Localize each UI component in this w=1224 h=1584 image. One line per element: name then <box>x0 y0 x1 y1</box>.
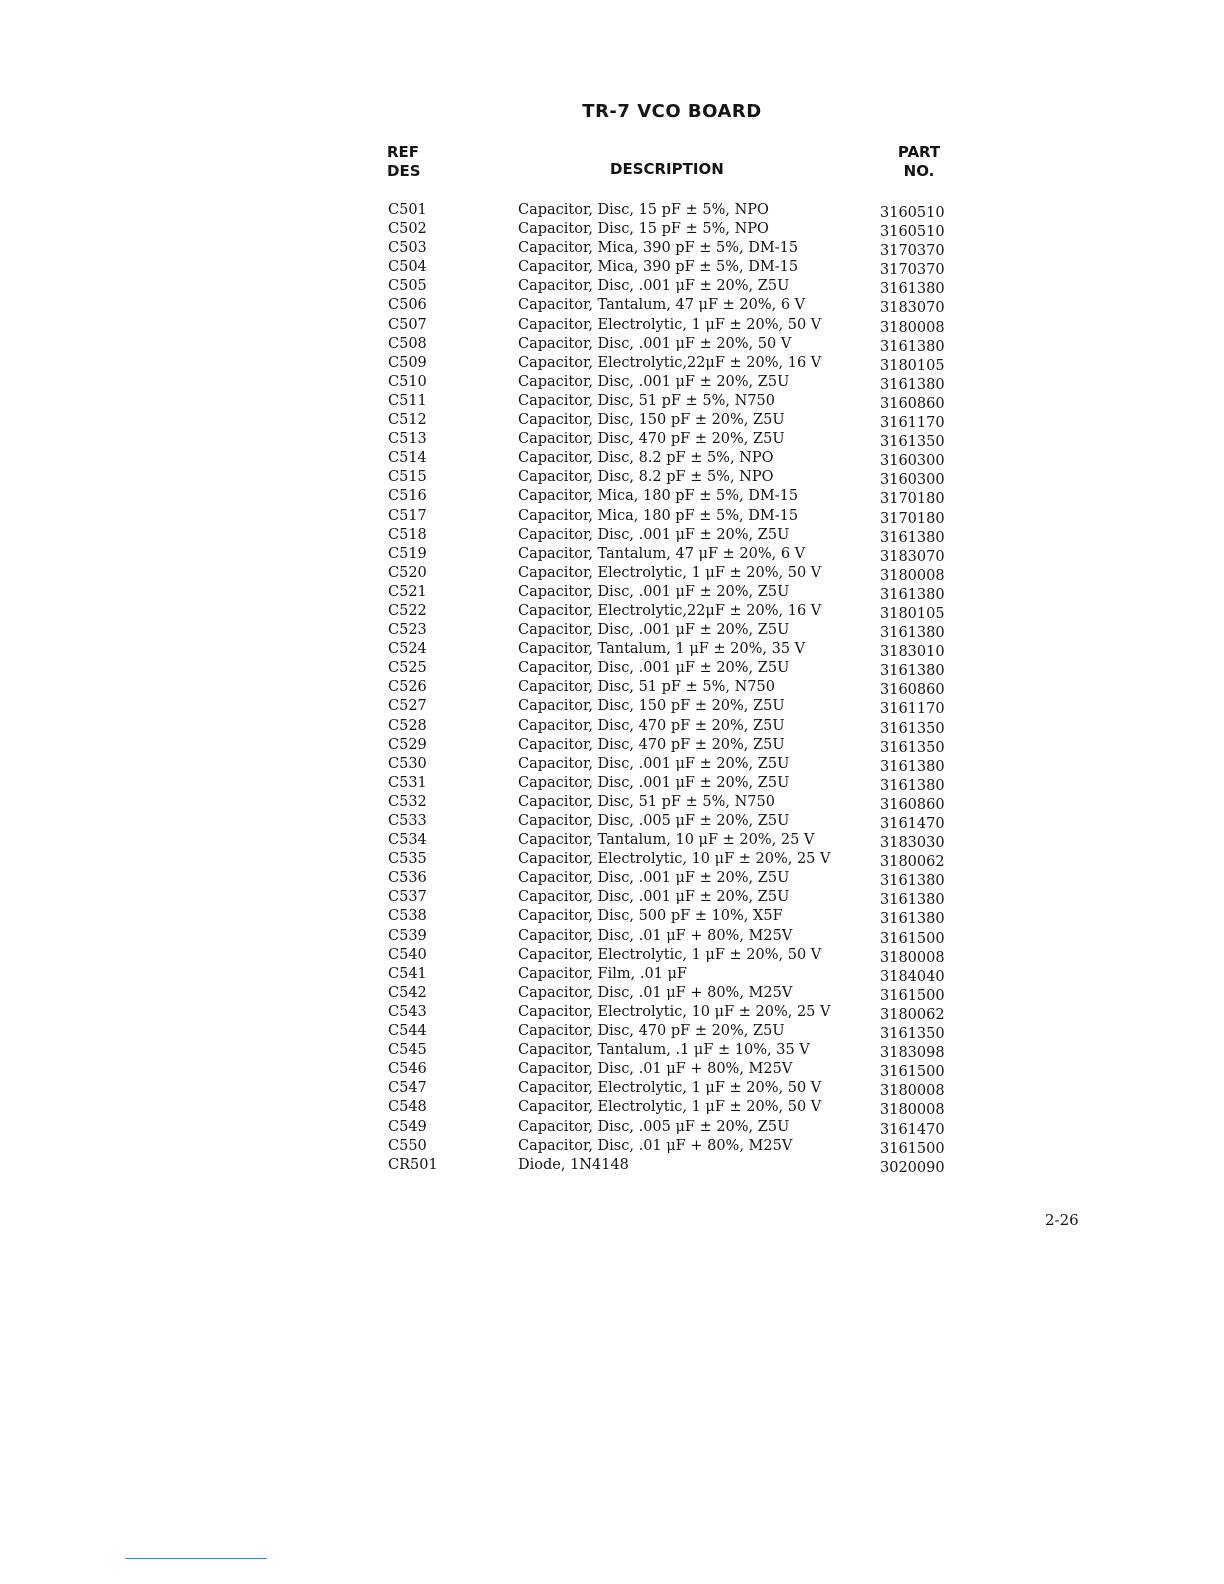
description-header: DESCRIPTION <box>610 160 724 178</box>
parts-row <box>388 1060 958 1079</box>
ref-designator: C532 <box>388 793 427 810</box>
part-description: Capacitor, Disc, .001 μF ± 20%, Z5U <box>518 583 790 600</box>
part-number: 3180008 <box>880 1102 945 1119</box>
ref-header-line1: REF <box>387 143 420 161</box>
part-description: Capacitor, Disc, 500 pF ± 10%, X5F <box>518 908 783 925</box>
parts-row <box>388 793 958 812</box>
parts-row <box>388 1079 958 1098</box>
ref-designator: C520 <box>388 564 427 581</box>
page-title: TR-7 VCO BOARD <box>582 101 762 122</box>
page-number: 2-26 <box>1045 1211 1079 1229</box>
part-description: Capacitor, Mica, 180 pF ± 5%, DM-15 <box>518 507 799 524</box>
parts-list <box>388 201 958 1175</box>
part-number: 3160510 <box>880 205 945 221</box>
ref-designator: CR501 <box>388 1156 438 1173</box>
part-number: 3161380 <box>880 376 945 393</box>
ref-designator: C513 <box>388 431 427 448</box>
ref-designator: C529 <box>388 736 427 753</box>
ref-designator: C544 <box>388 1023 427 1040</box>
parts-row <box>388 1003 958 1022</box>
parts-row <box>388 296 958 315</box>
ref-designator: C505 <box>388 278 427 295</box>
parts-row <box>388 487 958 506</box>
parts-row <box>388 640 958 659</box>
ref-designator: C512 <box>388 412 427 429</box>
part-description: Diode, 1N4148 <box>518 1156 629 1173</box>
part-description: Capacitor, Disc, .001 μF ± 20%, Z5U <box>518 774 790 791</box>
ref-designator: C550 <box>388 1137 427 1154</box>
part-description: Capacitor, Disc, .001 μF ± 20%, Z5U <box>518 870 790 887</box>
parts-row <box>388 354 958 373</box>
part-description: Capacitor, Electrolytic, 1 μF ± 20%, 50 V <box>518 316 822 333</box>
parts-row <box>388 335 958 354</box>
ref-designator: C542 <box>388 984 427 1001</box>
part-description: Capacitor, Disc, .001 μF ± 20%, Z5U <box>518 278 790 295</box>
part-description: Capacitor, Mica, 390 pF ± 5%, DM-15 <box>518 240 799 257</box>
part-header-line1: PART <box>897 143 941 161</box>
ref-designator: C502 <box>388 221 427 238</box>
part-description: Capacitor, Electrolytic, 1 μF ± 20%, 50 V <box>518 946 822 963</box>
part-description: Capacitor, Disc, .01 μF + 80%, M25V <box>518 984 793 1001</box>
ref-designator: C547 <box>388 1080 427 1097</box>
part-number: 3161350 <box>880 720 945 737</box>
parts-row <box>388 888 958 907</box>
parts-row <box>388 468 958 487</box>
part-description: Capacitor, Disc, .001 μF ± 20%, 50 V <box>518 335 792 352</box>
parts-row <box>388 449 958 468</box>
part-description: Capacitor, Disc, .001 μF ± 20%, Z5U <box>518 373 790 390</box>
parts-row <box>388 812 958 831</box>
part-description: Capacitor, Disc, 51 pF ± 5%, N750 <box>518 793 775 810</box>
ref-designator: C537 <box>388 889 427 906</box>
part-description: Capacitor, Disc, 51 pF ± 5%, N750 <box>518 392 775 409</box>
ref-designator: C508 <box>388 335 427 352</box>
part-description: Capacitor, Disc, .005 μF ± 20%, Z5U <box>518 1118 790 1135</box>
parts-row <box>388 736 958 755</box>
part-number: 3183098 <box>880 1045 945 1062</box>
ref-designator: C539 <box>388 927 427 944</box>
part-description: Capacitor, Disc, .001 μF ± 20%, Z5U <box>518 660 790 677</box>
part-description: Capacitor, Disc, 470 pF ± 20%, Z5U <box>518 431 785 448</box>
parts-row <box>388 373 958 392</box>
part-number: 3160300 <box>880 472 945 489</box>
part-number: 3170370 <box>880 262 945 279</box>
part-number: 3161170 <box>880 415 945 432</box>
ref-designator: C541 <box>388 965 427 982</box>
ref-designator: C511 <box>388 392 427 409</box>
part-number: 3161380 <box>880 911 945 928</box>
ref-designator: C516 <box>388 488 427 505</box>
parts-row <box>388 965 958 984</box>
part-description: Capacitor, Disc, 470 pF ± 20%, Z5U <box>518 1023 785 1040</box>
ref-designator: C506 <box>388 297 427 314</box>
ref-des-header <box>387 143 421 181</box>
part-description: Capacitor, Disc, 51 pF ± 5%, N750 <box>518 679 775 696</box>
part-number: 3160510 <box>880 224 945 241</box>
part-number: 3161500 <box>880 987 945 1004</box>
part-number: 3161470 <box>880 816 945 832</box>
part-number: 3184040 <box>880 968 945 985</box>
part-number: 3161170 <box>880 701 945 718</box>
ref-designator: C501 <box>388 202 427 218</box>
part-number: 3180062 <box>880 854 945 871</box>
part-number: 3160860 <box>880 395 945 412</box>
part-description: Capacitor, Disc, 15 pF ± 5%, NPO <box>518 202 769 218</box>
ref-header-line2: DES <box>387 162 421 180</box>
parts-row <box>388 946 958 965</box>
ref-designator: C519 <box>388 545 427 562</box>
part-description: Capacitor, Disc, .001 μF ± 20%, Z5U <box>518 889 790 906</box>
part-number: 3161380 <box>880 873 945 890</box>
part-description: Capacitor, Electrolytic, 1 μF ± 20%, 50 V <box>518 1080 822 1097</box>
parts-row <box>388 907 958 926</box>
parts-row <box>388 602 958 621</box>
footer-rule <box>125 1558 267 1559</box>
part-number: 3160860 <box>880 682 945 699</box>
ref-designator: C545 <box>388 1042 427 1059</box>
ref-designator: C548 <box>388 1099 427 1116</box>
ref-designator: C521 <box>388 583 427 600</box>
parts-row <box>388 774 958 793</box>
parts-row <box>388 258 958 277</box>
part-number: 3161380 <box>880 529 945 546</box>
ref-designator: C507 <box>388 316 427 333</box>
part-number: 3161380 <box>880 281 945 298</box>
ref-designator: C515 <box>388 469 427 486</box>
parts-row <box>388 1137 958 1156</box>
part-number: 3183030 <box>880 835 945 852</box>
ref-designator: C530 <box>388 755 427 772</box>
part-number: 3161380 <box>880 892 945 909</box>
parts-row <box>388 507 958 526</box>
parts-row <box>388 1041 958 1060</box>
part-description: Capacitor, Tantalum, 47 μF ± 20%, 6 V <box>518 297 806 314</box>
part-number: 3170370 <box>880 243 945 260</box>
part-number: 3180105 <box>880 357 945 374</box>
ref-designator: C522 <box>388 602 427 619</box>
part-header-line2: NO. <box>903 162 935 180</box>
ref-designator: C527 <box>388 698 427 715</box>
part-description: Capacitor, Tantalum, 47 μF ± 20%, 6 V <box>518 545 806 562</box>
parts-row <box>388 201 958 220</box>
part-description: Capacitor, Disc, .001 μF ± 20%, Z5U <box>518 622 790 639</box>
part-number: 3183070 <box>880 548 945 565</box>
ref-designator: C514 <box>388 450 427 467</box>
ref-designator: C533 <box>388 813 427 829</box>
parts-row <box>388 850 958 869</box>
part-description: Capacitor, Disc, .01 μF + 80%, M25V <box>518 1137 793 1154</box>
part-description: Capacitor, Tantalum, .1 μF ± 10%, 35 V <box>518 1042 810 1059</box>
part-description: Capacitor, Electrolytic,22μF ± 20%, 16 V <box>518 602 822 619</box>
parts-row <box>388 659 958 678</box>
part-description: Capacitor, Electrolytic, 1 μF ± 20%, 50 V <box>518 564 822 581</box>
part-description: Capacitor, Film, .01 μF <box>518 965 687 982</box>
parts-row <box>388 526 958 545</box>
part-description: Capacitor, Disc, 15 pF ± 5%, NPO <box>518 221 769 238</box>
part-number: 3161500 <box>880 1140 945 1157</box>
ref-designator: C510 <box>388 373 427 390</box>
part-description: Capacitor, Disc, 8.2 pF ± 5%, NPO <box>518 450 774 467</box>
part-number: 3161380 <box>880 777 945 794</box>
part-number: 3183070 <box>880 300 945 317</box>
parts-row <box>388 984 958 1003</box>
parts-row <box>388 564 958 583</box>
part-number: 3161380 <box>880 663 945 680</box>
part-number: 3160860 <box>880 796 945 813</box>
part-number: 3161500 <box>880 930 945 947</box>
parts-row <box>388 316 958 335</box>
parts-row <box>388 583 958 602</box>
part-description: Capacitor, Mica, 390 pF ± 5%, DM-15 <box>518 259 799 276</box>
ref-designator: C540 <box>388 946 427 963</box>
part-number: 3161350 <box>880 1026 945 1043</box>
ref-designator: C549 <box>388 1118 427 1135</box>
ref-designator: C509 <box>388 354 427 371</box>
part-description: Capacitor, Disc, .001 μF ± 20%, Z5U <box>518 526 790 543</box>
part-description: Capacitor, Electrolytic, 10 μF ± 20%, 25 V <box>518 851 831 868</box>
part-description: Capacitor, Tantalum, 1 μF ± 20%, 35 V <box>518 641 806 658</box>
parts-row <box>388 220 958 239</box>
part-description: Capacitor, Disc, .01 μF + 80%, M25V <box>518 1061 793 1078</box>
parts-row <box>388 411 958 430</box>
part-no-header <box>893 143 945 181</box>
parts-row <box>388 927 958 946</box>
parts-row <box>388 1098 958 1117</box>
parts-row <box>388 239 958 258</box>
part-description: Capacitor, Electrolytic, 10 μF ± 20%, 25 V <box>518 1003 831 1020</box>
parts-row <box>388 1156 958 1175</box>
part-number: 3180008 <box>880 567 945 584</box>
parts-row <box>388 831 958 850</box>
part-description: Capacitor, Electrolytic,22μF ± 20%, 16 V <box>518 354 822 371</box>
ref-designator: C517 <box>388 507 427 524</box>
ref-designator: C535 <box>388 851 427 868</box>
ref-designator: C503 <box>388 240 427 257</box>
part-number: 3180062 <box>880 1006 945 1023</box>
part-number: 3161380 <box>880 338 945 355</box>
ref-designator: C546 <box>388 1061 427 1078</box>
part-number: 3161380 <box>880 625 945 642</box>
ref-designator: C536 <box>388 870 427 887</box>
parts-row <box>388 392 958 411</box>
part-description: Capacitor, Disc, 470 pF ± 20%, Z5U <box>518 717 785 734</box>
part-description: Capacitor, Disc, 470 pF ± 20%, Z5U <box>518 736 785 753</box>
ref-designator: C524 <box>388 641 427 658</box>
ref-designator: C528 <box>388 717 427 734</box>
parts-row <box>388 621 958 640</box>
part-number: 3180105 <box>880 605 945 622</box>
part-number: 3170180 <box>880 491 945 508</box>
part-description: Capacitor, Electrolytic, 1 μF ± 20%, 50 V <box>518 1099 822 1116</box>
parts-row <box>388 277 958 296</box>
parts-row <box>388 755 958 774</box>
parts-row <box>388 545 958 564</box>
part-number: 3020090 <box>880 1159 945 1176</box>
ref-designator: C534 <box>388 832 427 849</box>
ref-designator: C543 <box>388 1003 427 1020</box>
parts-row <box>388 1022 958 1041</box>
part-number: 3160300 <box>880 453 945 470</box>
parts-row <box>388 678 958 697</box>
parts-row <box>388 1118 958 1137</box>
parts-row <box>388 717 958 736</box>
part-description: Capacitor, Disc, 150 pF ± 20%, Z5U <box>518 412 785 429</box>
part-number: 3180008 <box>880 1083 945 1100</box>
part-description: Capacitor, Disc, 150 pF ± 20%, Z5U <box>518 698 785 715</box>
ref-designator: C518 <box>388 526 427 543</box>
part-number: 3161350 <box>880 434 945 451</box>
ref-designator: C538 <box>388 908 427 925</box>
part-description: Capacitor, Disc, .01 μF + 80%, M25V <box>518 927 793 944</box>
ref-designator: C504 <box>388 259 427 276</box>
ref-designator: C526 <box>388 679 427 696</box>
part-number: 3180008 <box>880 949 945 966</box>
parts-row <box>388 430 958 449</box>
part-number: 3161380 <box>880 586 945 603</box>
ref-designator: C531 <box>388 774 427 791</box>
part-number: 3180008 <box>880 319 945 336</box>
part-description: Capacitor, Disc, 8.2 pF ± 5%, NPO <box>518 469 774 486</box>
part-number: 3183010 <box>880 644 945 661</box>
part-description: Capacitor, Tantalum, 10 μF ± 20%, 25 V <box>518 832 815 849</box>
ref-designator: C523 <box>388 622 427 639</box>
part-number: 3161470 <box>880 1121 945 1138</box>
ref-designator: C525 <box>388 660 427 677</box>
part-description: Capacitor, Disc, .005 μF ± 20%, Z5U <box>518 813 790 829</box>
parts-row <box>388 697 958 716</box>
part-number: 3161500 <box>880 1064 945 1081</box>
parts-row <box>388 869 958 888</box>
part-number: 3161350 <box>880 739 945 756</box>
part-description: Capacitor, Mica, 180 pF ± 5%, DM-15 <box>518 488 799 505</box>
part-number: 3161380 <box>880 758 945 775</box>
part-description: Capacitor, Disc, .001 μF ± 20%, Z5U <box>518 755 790 772</box>
part-number: 3170180 <box>880 510 945 527</box>
